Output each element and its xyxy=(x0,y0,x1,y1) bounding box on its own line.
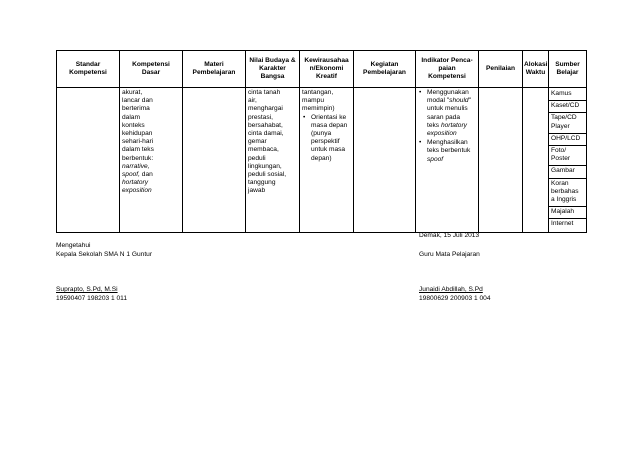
teacher-role: Guru Mata Pelajaran xyxy=(419,251,480,258)
cell-materi xyxy=(183,88,246,233)
header-sumber-belajar: Sumber Belajar xyxy=(549,51,587,88)
header-materi-pembelajaran: Materi Pembelajaran xyxy=(183,51,246,88)
principal-name: Suprapto, S.Pd, M.Si xyxy=(56,286,118,293)
principal-role: Kepala Sekolah SMA N 1 Guntur xyxy=(56,251,153,258)
sumber-item: Gambar xyxy=(549,166,586,178)
kewirausahaan-bullet: • Orientasi ke masa depan (punya perspektif untuk masa depan) xyxy=(311,114,351,163)
cell-indikator xyxy=(416,88,479,233)
cell-alokasi xyxy=(523,88,549,233)
teacher-nip: 19800629 200903 1 004 xyxy=(419,295,491,302)
indikator-item-1: • Menggunakan modal "should" untuk menulis saran pada teks hortatory exposition xyxy=(427,89,476,138)
cell-kegiatan xyxy=(354,88,416,233)
header-kewirausahaan: Kewirausahaa n/Ekonomi Kreatif xyxy=(300,51,354,88)
cell-sumber-belajar xyxy=(549,88,587,233)
indikator-list xyxy=(418,89,476,164)
kewirausahaan-text: tantangan, mampu memimpin) xyxy=(302,89,335,113)
cell-penilaian xyxy=(479,88,523,233)
header-kegiatan-pembelajaran: Kegiatan Pembelajaran xyxy=(354,51,416,88)
sumber-item: Internet xyxy=(551,220,574,228)
cell-standar xyxy=(57,88,120,233)
mengetahui-label: Mengetahui xyxy=(56,242,91,249)
sumber-item: Kaset/CD xyxy=(549,101,586,113)
kd-text-narrative: narrative, xyxy=(122,162,150,170)
header-standar-kompetensi: Standar Kompetensi xyxy=(57,51,120,88)
header-alokasi-waktu: Alokasi Waktu xyxy=(523,51,549,88)
sumber-item: Foto/ Poster xyxy=(549,146,586,166)
teacher-name: Junaidi Abdillah, S.Pd xyxy=(419,286,483,293)
table-header-row xyxy=(57,51,587,88)
principal-nip: 19590407 198203 1 011 xyxy=(56,295,128,302)
kewirausahaan-list xyxy=(302,114,351,163)
cell-kompetensi-dasar xyxy=(120,88,183,233)
sumber-item: Majalah xyxy=(549,207,586,219)
header-indikator: Indikator Penca- paian Kompetensi xyxy=(416,51,479,88)
kd-text-dan: dan xyxy=(139,171,153,179)
sumber-item: Kamus xyxy=(549,89,586,101)
kd-text-spoof: spoof, xyxy=(122,171,140,179)
sumber-item: Tape/CD Player xyxy=(549,113,586,133)
cell-nilai-budaya: cinta tanah air, menghargai prestasi, bersahabat, cinta damai, gemar membaca, peduli lingkungan, peduli sosial, tanggung jawab xyxy=(246,88,300,233)
header-nilai-budaya: Nilai Budaya & Karakter Bangsa xyxy=(246,51,300,88)
sumber-item: Koran berbahas a Inggris xyxy=(549,179,586,208)
sumber-item: OHP/LCD xyxy=(549,134,586,146)
indikator-item-2: • Menghasilkan teks berbentuk spoof xyxy=(427,139,476,164)
syllabus-table xyxy=(56,50,587,233)
header-kompetensi-dasar: Kompetensi Dasar xyxy=(120,51,183,88)
header-penilaian: Penilaian xyxy=(479,51,523,88)
cell-kewirausahaan xyxy=(300,88,354,233)
table-row xyxy=(57,88,587,233)
kd-main-text: akurat, lancar dan berterima dalam konteks kehidupan sehari-hari dalam teks berbentuk: xyxy=(122,89,154,162)
place-date: Demak, 15 Juli 2013 xyxy=(419,232,480,239)
kd-text-hortatory: hortatory exposition xyxy=(122,179,152,195)
